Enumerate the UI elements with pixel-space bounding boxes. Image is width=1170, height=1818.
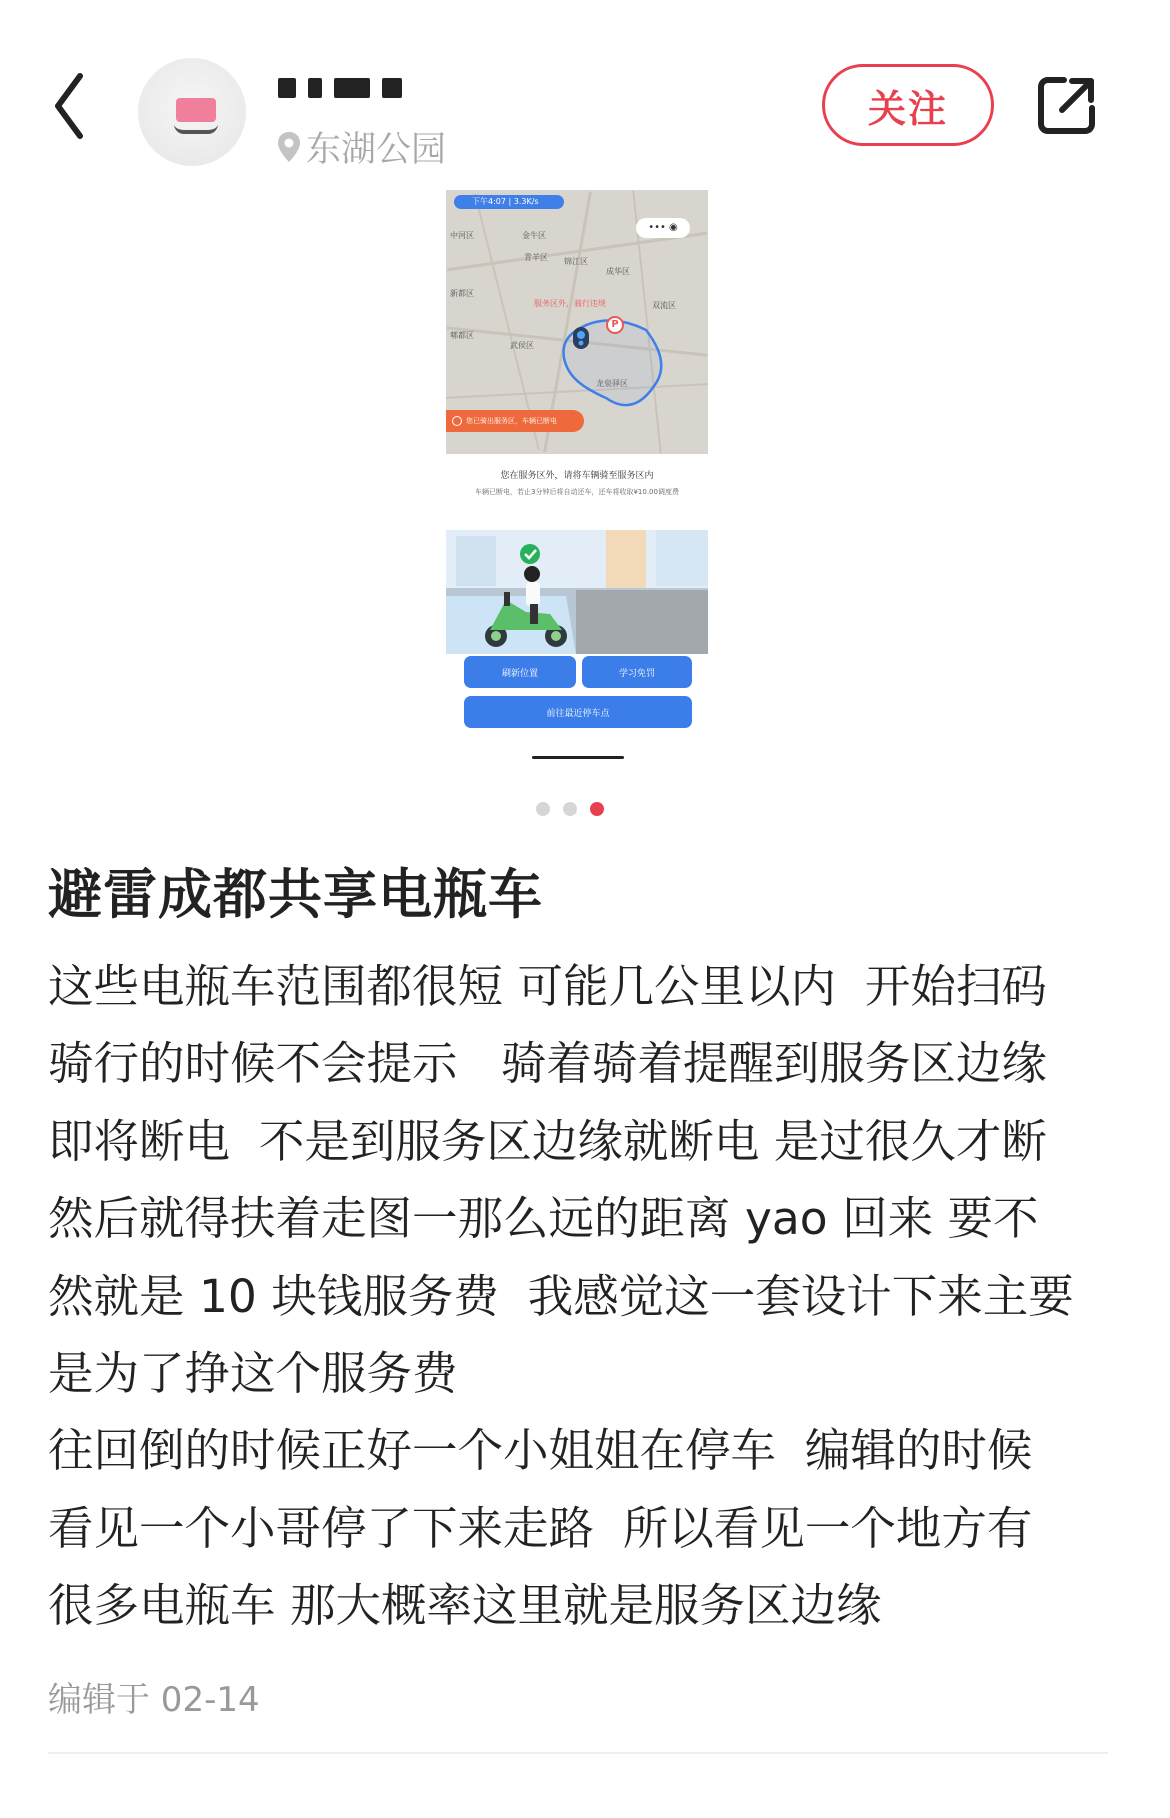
- post-body-line: 然就是 10 块钱服务费 我感觉这一套设计下来主要: [48, 1269, 1074, 1323]
- author-avatar[interactable]: [138, 58, 246, 166]
- divider: [48, 1752, 1108, 1754]
- location-tag[interactable]: [276, 122, 446, 172]
- notice-detail: 车辆已断电，若止3分钟后将自动还车，还车将收取¥10.00调度费: [475, 488, 679, 496]
- out-of-area-notice: [446, 454, 708, 534]
- share-icon[interactable]: [1036, 74, 1098, 136]
- post-body-line: 往回倒的时候正好一个小姐姐在停车 编辑的时候: [48, 1424, 1033, 1478]
- out-of-area-label: 服务区外，骑行违规: [534, 299, 606, 308]
- map-status-bar: 下午4:07 | 3.3K/s: [454, 195, 564, 209]
- post-body-line: 是为了挣这个服务费: [48, 1346, 458, 1400]
- post-body-line: 即将断电 不是到服务区边缘就断电 是过很久才断: [48, 1114, 1047, 1168]
- parking-point-marker: P: [606, 316, 624, 334]
- map-label: 成华区: [606, 267, 630, 276]
- carousel-dot-1[interactable]: [536, 802, 550, 816]
- back-arrow-icon[interactable]: [44, 66, 104, 146]
- map-label: 金牛区: [522, 231, 546, 240]
- post-body-line: 这些电瓶车范围都很短 可能几公里以内 开始扫码: [48, 960, 1047, 1013]
- refresh-location-button[interactable]: 刷新位置: [464, 656, 576, 688]
- rider-scooter-illustration-icon: [446, 530, 708, 654]
- warning-icon: [452, 416, 462, 426]
- avatar-graphic-mouth: [174, 124, 218, 134]
- parking-illustration: [446, 530, 708, 654]
- action-buttons: [446, 654, 708, 768]
- map-label: 锦江区: [564, 257, 588, 266]
- post-body-line: 看见一个小哥停了下来走路 所以看见一个地方有: [48, 1501, 1033, 1555]
- learn-waiver-button[interactable]: 学习免罚: [582, 656, 692, 688]
- post-body-line: 很多电瓶车 那大概率这里就是服务区边缘: [48, 1579, 882, 1633]
- avatar-graphic: [176, 98, 216, 122]
- map-label: 郫都区: [450, 331, 474, 340]
- map-label: 新都区: [450, 289, 474, 298]
- mini-program-capsule: ••• ◉: [636, 218, 690, 238]
- carousel-dot-2[interactable]: [563, 802, 577, 816]
- edit-date: 编辑于 02-14: [48, 1680, 260, 1720]
- bike-location-marker-icon: [572, 326, 590, 354]
- post-image-carousel[interactable]: [446, 190, 708, 768]
- post-body-line: 骑行的时候不会提示 骑着骑着提醒到服务区边缘: [48, 1037, 1047, 1091]
- map-label: 武侯区: [510, 341, 534, 350]
- location-label: 东湖公园: [306, 130, 447, 170]
- home-indicator: [532, 756, 624, 759]
- post-body-line: 然后就得扶着走图一那么远的距离 yao 回来 要不: [48, 1192, 1039, 1246]
- carousel-pagination: [536, 802, 604, 816]
- power-off-alert: 您已骑出服务区，车辆已断电: [446, 410, 584, 432]
- post-body: [48, 948, 1128, 1645]
- carousel-dot-3[interactable]: [590, 802, 604, 816]
- nearest-parking-button[interactable]: 前往最近停车点: [464, 696, 692, 728]
- service-area-map: [446, 190, 708, 454]
- follow-button[interactable]: 关注: [822, 64, 994, 146]
- location-pin-icon: [276, 131, 302, 163]
- post-header: [0, 0, 1170, 190]
- author-name-redacted[interactable]: [278, 78, 402, 100]
- map-label: 双流区: [652, 301, 676, 310]
- post-title: 避雷成都共享电瓶车: [48, 863, 543, 926]
- map-label: 中河区: [450, 231, 474, 240]
- map-label: 青羊区: [524, 253, 548, 262]
- notice-title: 您在服务区外，请将车辆骑至服务区内: [500, 471, 654, 481]
